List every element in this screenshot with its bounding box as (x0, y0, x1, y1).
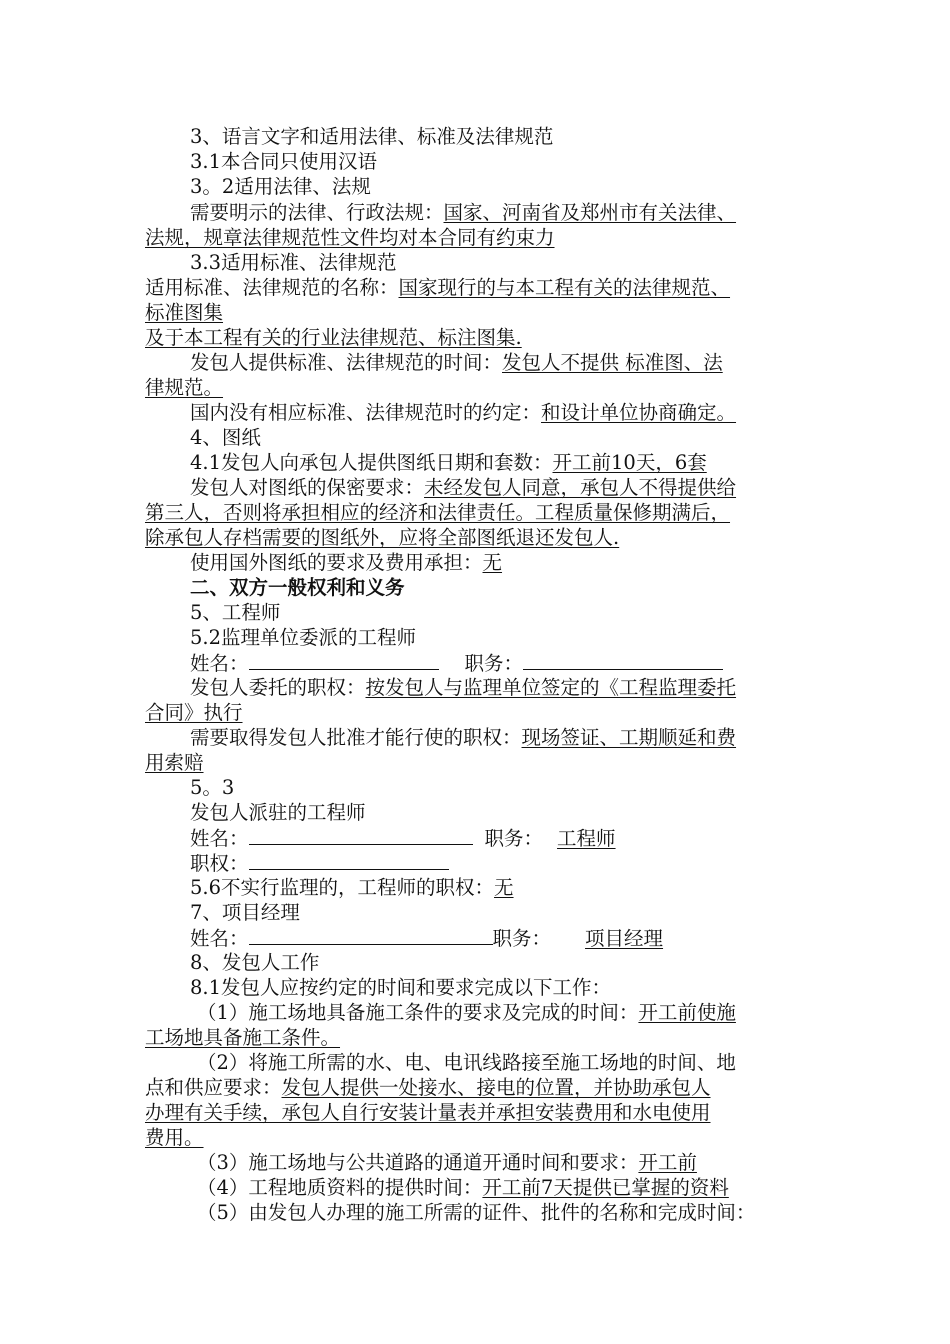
approval-authority-cont: 用索赔 (145, 751, 204, 774)
item-2-cont: 办理有关手续，承包人自行安装计量表并承担安装费用和水电使用 (145, 1101, 711, 1124)
laws-line: 需要明示的法律、行政法规：国家、河南省及郑州市有关法律、 (190, 201, 737, 224)
item-2-value: 发包人提供一处接水、接电的位置，并协助承包人 (281, 1076, 711, 1099)
no-supervision-value: 无 (494, 876, 514, 899)
item-4-value: 开工前7天提供已掌握的资料 (482, 1176, 729, 1199)
clause-3-3: 3.3适用标准、法律规范 (190, 251, 397, 274)
name-blank (249, 826, 473, 845)
item-1-line: （1）施工场地具备施工条件的要求及完成的时间：开工前使施 (197, 1001, 736, 1024)
no-standards-value: 和设计单位协商确定。 (541, 401, 737, 424)
foreign-drawings-line: 使用国外图纸的要求及费用承担：无 (190, 551, 503, 574)
item-1-value: 开工前使施 (638, 1001, 736, 1024)
confidentiality-cont: 第三人，否则将承担相应的经济和法律责任。工程质量保修期满后， (145, 501, 731, 524)
project-manager-row: 姓名： 职务： 项目经理 (190, 927, 664, 950)
item-2-cont-2: 费用。 (145, 1126, 204, 1149)
delegated-authority-line: 发包人委托的职权：按发包人与监理单位签定的《工程监理委托 (190, 676, 737, 699)
drawings-date-line: 4.1发包人向承包人提供图纸日期和套数：开工前10天，6套 (190, 451, 707, 474)
item-3-line: （3）施工场地与公共道路的通道开通时间和要求：开工前 (197, 1151, 697, 1174)
engineer-position-value: 工程师 (557, 827, 616, 850)
authority-row: 职权： (190, 851, 449, 876)
part-2-heading: 二、双方一般权利和义务 (190, 576, 405, 599)
approval-authority-value: 现场签证、工期顺延和费 (521, 726, 737, 749)
section-5-heading: 5、工程师 (190, 601, 281, 624)
item-2-line: （2）将施工所需的水、电、电讯线路接至施工场地的时间、地 (197, 1051, 736, 1074)
drawings-date-value: 开工前10天，6套 (552, 451, 707, 474)
laws-value-cont: 法规，规章法律规范性文件均对本合同有约束力 (145, 226, 555, 249)
section-7-heading: 7、项目经理 (190, 901, 300, 924)
delegated-authority-value: 按发包人与监理单位签定的《工程监理委托 (365, 676, 737, 699)
section-8-heading: 8、发包人工作 (190, 951, 320, 974)
item-1-cont: 工场地具备施工条件。 (145, 1026, 341, 1049)
standards-time-value: 发包人不提供 标准图、法 (502, 351, 723, 374)
item-4-line: （4）工程地质资料的提供时间：开工前7天提供已掌握的资料 (197, 1176, 729, 1199)
authority-blank (249, 851, 449, 870)
clause-3-2: 3。2适用法律、法规 (190, 175, 371, 198)
foreign-drawings-value: 无 (482, 551, 503, 574)
confidentiality-line: 发包人对图纸的保密要求：未经发包人同意，承包人不得提供给 (190, 476, 737, 499)
item-2-line-2: 点和供应要求：发包人提供一处接水、接电的位置，并协助承包人 (145, 1076, 711, 1099)
section-4-heading: 4、图纸 (190, 426, 261, 449)
item-3-value: 开工前 (638, 1151, 697, 1174)
standards-value-cont-2: 及于本工程有关的行业法律规范、标注图集. (145, 326, 522, 349)
clause-3-1: 3.1本合同只使用汉语 (190, 150, 378, 173)
standards-line: 适用标准、法律规范的名称：国家现行的与本工程有关的法律规范、 (145, 276, 731, 299)
section-3-heading: 3、语言文字和适用法律、标准及法律规范 (190, 125, 554, 148)
clause-5-3: 5。3 (190, 776, 235, 799)
standards-value: 国家现行的与本工程有关的法律规范、 (398, 276, 731, 299)
name-blank (249, 651, 439, 670)
delegated-authority-cont: 合同》执行 (145, 701, 243, 724)
clause-8-1: 8.1发包人应按约定的时间和要求完成以下工作： (190, 976, 612, 999)
name-blank (249, 926, 493, 945)
standards-time-cont: 律规范。 (145, 376, 224, 399)
employer-engineer-heading: 发包人派驻的工程师 (190, 801, 366, 824)
laws-value: 国家、河南省及郑州市有关法律、 (443, 201, 737, 224)
clause-5-6: 5.6不实行监理的，工程师的职权：无 (190, 876, 514, 899)
item-5-line: （5）由发包人办理的施工所需的证件、批件的名称和完成时间： (197, 1201, 756, 1224)
approval-authority-line: 需要取得发包人批准才能行使的职权：现场签证、工期顺延和费 (190, 726, 737, 749)
confidentiality-cont-2: 除承包人存档需要的图纸外，应将全部图纸退还发包人. (145, 526, 620, 549)
confidentiality-value: 未经发包人同意，承包人不得提供给 (424, 476, 737, 499)
standards-value-cont: 标准图集 (145, 301, 224, 324)
clause-5-2: 5.2监理单位委派的工程师 (190, 626, 417, 649)
position-blank (523, 651, 723, 670)
employer-engineer-name-row: 姓名： 职务： 工程师 (190, 827, 616, 850)
manager-position-value: 项目经理 (585, 927, 664, 950)
supervisor-name-row: 姓名： 职务： (190, 651, 723, 676)
no-standards-line: 国内没有相应标准、法律规范时的约定：和设计单位协商确定。 (190, 401, 737, 424)
standards-time-line: 发包人提供标准、法律规范的时间：发包人不提供 标准图、法 (190, 351, 723, 374)
